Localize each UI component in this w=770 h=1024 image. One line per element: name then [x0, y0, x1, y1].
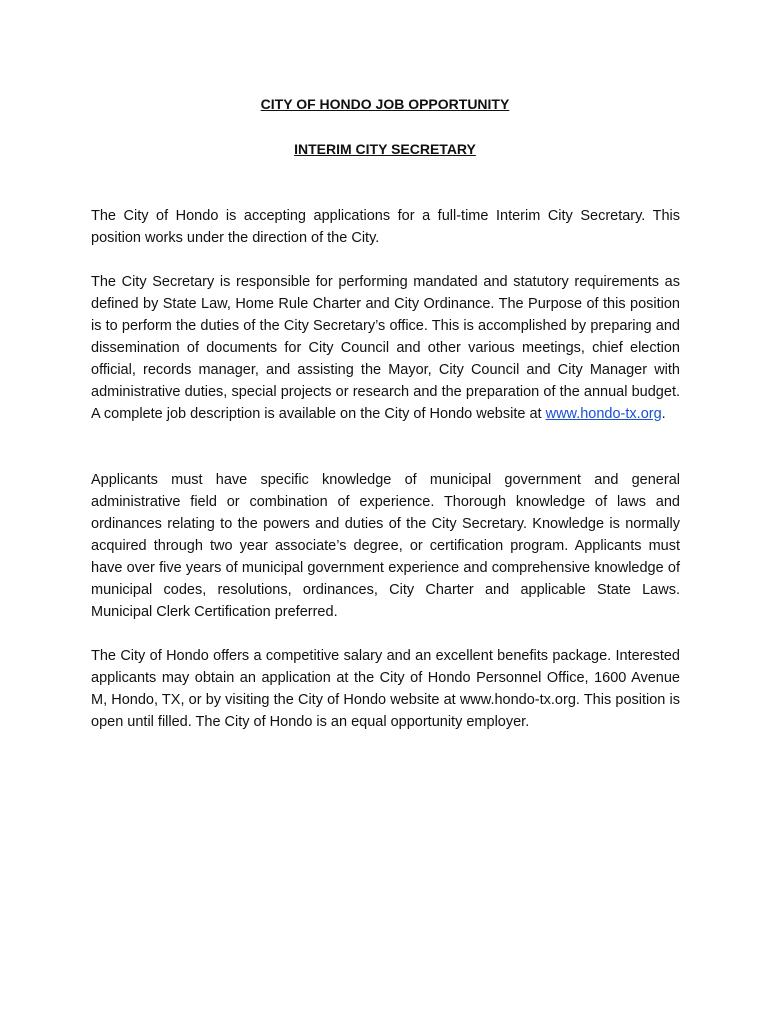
intro-paragraph: The City of Hondo is accepting applications for a full-time Interim City Secretary. This position works under the direction of the City.	[91, 208, 680, 246]
application-paragraph: The City of Hondo offers a competitive salary and an excellent benefits package. Interested applicants may obtain an application at the City of Hondo Personnel Office, 1600 Avenue M, Hondo, TX, or by visiting the City of Hondo website at www.hondo-tx.org. This position is open until filled. The City of Hondo is an equal opportunity employer.	[91, 648, 680, 730]
document-title: CITY OF HONDO JOB OPPORTUNITY	[260, 96, 510, 112]
responsibilities-text: The City Secretary is responsible for performing mandated and statutory requirements as defined by State Law, Home Rule Charter and City Ordinance. The Purpose of this position is to perform the duties of the City Secretary’s office. This is accomplished by preparing and dissemination of documents for City Council and other various meetings, chief election official, records manager, and assisting the Mayor, City Council and City Manager with administrative duties, special projects or research and the preparation of the annual budget. A complete job description is available on the City of Hondo website at	[91, 274, 680, 422]
requirements-paragraph: Applicants must have specific knowledge of municipal government and general administrative field or combination of experience. Thorough knowledge of laws and ordinances relating to the powers and duties of the City Secretary. Knowledge is normally acquired through two year associate’s degree, or certification program. Applicants must have over five years of municipal government experience and comprehensive knowledge of municipal codes, resolutions, ordinances, City Charter and applicable State Laws. Municipal Clerk Certification preferred.	[91, 472, 680, 620]
responsibilities-paragraph	[91, 271, 680, 425]
responsibilities-end: .	[661, 406, 666, 422]
website-link[interactable]: www.hondo-tx.org	[545, 406, 662, 422]
position-title: INTERIM CITY SECRETARY	[294, 141, 476, 157]
